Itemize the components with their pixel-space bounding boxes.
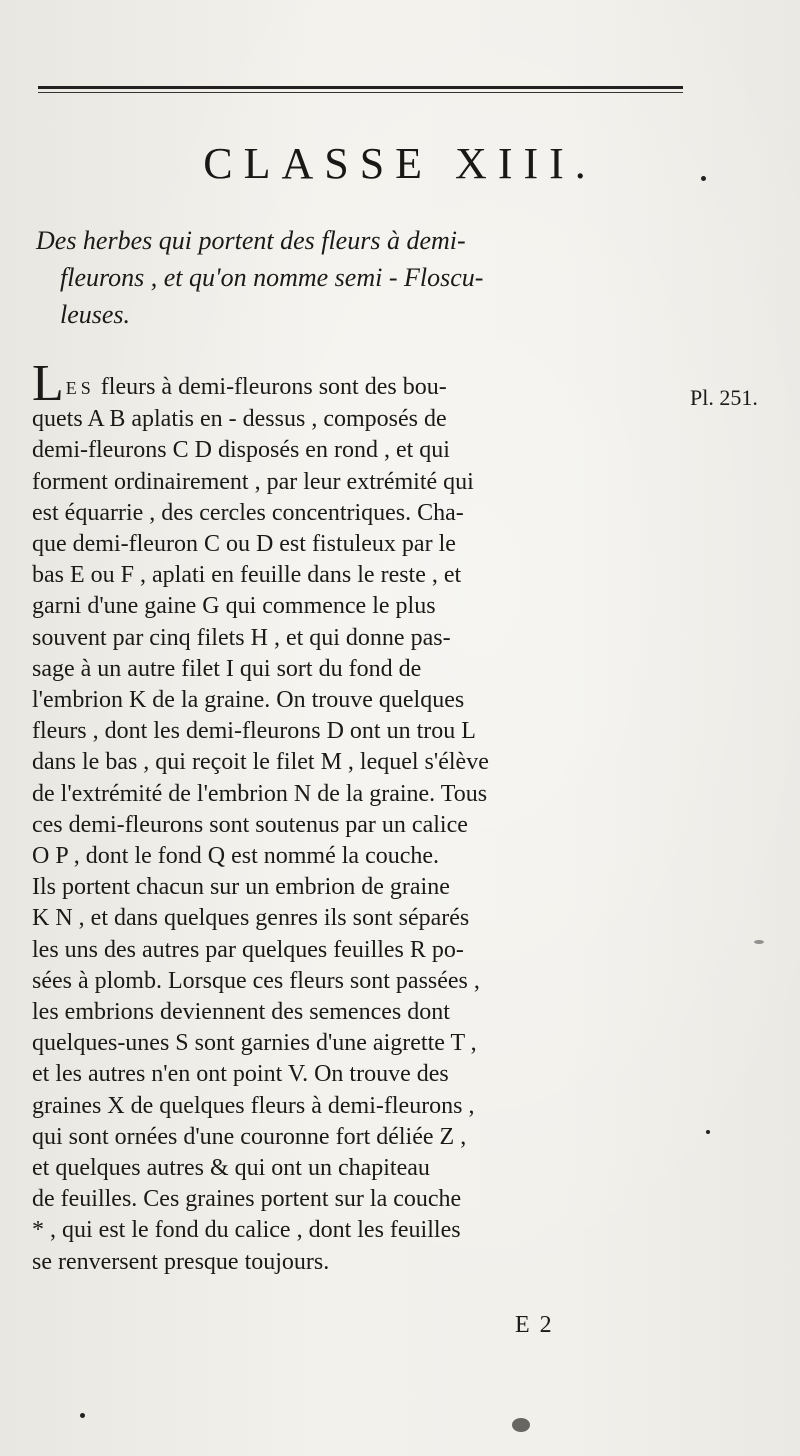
body-line: O P , dont le fond Q est nommé la couche. [32,843,440,870]
body-line: quelques-unes S sont garnies d'une aigrette T , [32,1030,477,1057]
body-paragraph [32,355,687,1278]
paper-speck [512,1418,530,1432]
body-line: garni d'une gaine G qui commence le plus [32,593,436,620]
subtitle-line: leuses. [60,300,131,329]
paper-speck [706,1130,710,1134]
body-line: est équarrie , des cercles concentriques. Cha- [32,499,464,526]
body-line: que demi-fleuron C ou D est fistuleux par le [32,531,456,558]
small-caps-text: ES [65,378,95,398]
body-line: ces demi-fleurons sont soutenus par un calice [32,811,468,838]
body-line: demi-fleurons C D disposés en rond , et qui [32,437,450,464]
subtitle-line: fleurons , et qu'on nomme semi - Floscu- [60,263,484,292]
body-line: Ils portent chacun sur un embrion de graine [32,874,450,901]
body-line: K N , et dans quelques genres ils sont séparés [32,905,470,932]
subtitle-line: Des herbes qui portent des fleurs à demi- [36,226,466,255]
body-line: * , qui est le fond du calice , dont les feuilles [32,1217,461,1244]
body-line-text: fleurs à demi-fleurons sont des bou- [94,374,447,400]
class-subtitle [36,222,686,333]
body-line: graines X de quelques fleurs à demi-fleurons , [32,1092,475,1119]
body-line: sage à un autre filet I qui sort du fond de [32,655,422,682]
body-line: de l'extrémité de l'embrion N de la graine. Tous [32,780,488,807]
paper-speck [701,176,706,181]
body-line: l'embrion K de la graine. On trouve quelques [32,687,465,714]
body-line [32,355,687,412]
body-line: souvent par cinq filets H , et qui donne pas- [32,624,451,651]
body-line: sées à plomb. Lorsque ces fleurs sont passées , [32,967,480,994]
body-line: se renversent presque toujours. [32,1248,330,1275]
body-line: et quelques autres & qui ont un chapiteau [32,1155,430,1182]
paper-speck [80,1413,85,1418]
body-line: quets A B aplatis en - dessus , composés de [32,406,447,433]
plate-reference-note: Pl. 251. [690,385,758,410]
body-line: fleurs , dont les demi-fleurons D ont un trou L [32,718,476,745]
header-rule-thick [38,86,683,89]
header-rule-thin [38,92,683,93]
header-double-rule [38,86,683,94]
body-line: qui sont ornées d'une couronne fort déliée Z , [32,1123,467,1150]
signature-mark: E 2 [515,1312,554,1338]
body-line: et les autres n'en ont point V. On trouve des [32,1061,449,1088]
body-line: bas E ou F , aplati en feuille dans le reste , et [32,562,462,589]
body-line: les uns des autres par quelques feuilles R po- [32,936,464,963]
class-title: CLASSE XIII. [203,139,597,188]
body-line: forment ordinairement , par leur extrémité qui [32,468,474,495]
body-line: dans le bas , qui reçoit le filet M , lequel s'élève [32,749,489,776]
body-line: de feuilles. Ces graines portent sur la couche [32,1186,462,1213]
body-line: les embrions deviennent des semences dont [32,999,450,1026]
paper-speck [754,940,764,944]
drop-cap: L [32,355,66,412]
